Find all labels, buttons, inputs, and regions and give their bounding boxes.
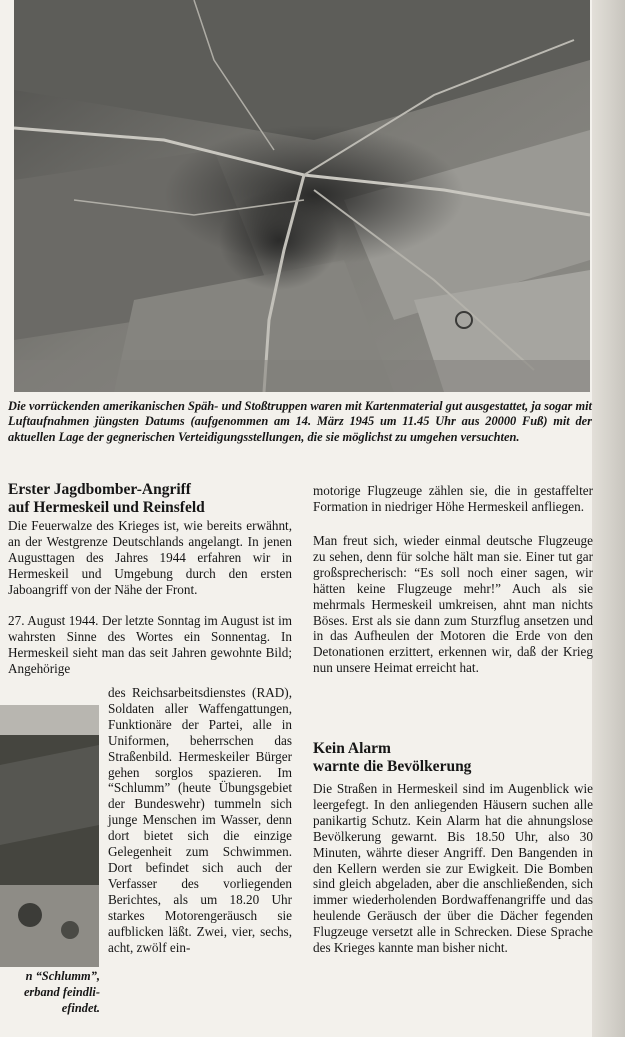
caption-line: n “Schlumm”, <box>25 969 100 983</box>
section-heading-jagdbomber <box>8 481 205 517</box>
caption-line: efindet. <box>61 1001 100 1015</box>
heading-line: Erster Jagdbomber-Angriff <box>8 481 191 498</box>
article-paragraph: des Reichsarbeitsdienstes (RAD), Soldaten aller Waffengattungen, Funktionäre der Partei, alle in Uniformen, beherrschen das Straßenbild. Hermeskeiler Bürger gehen sorglos spazieren. Im “Schlumm” (heute Übungsgebiet der Bundeswehr) tummeln sich junge Menschen im Wasser, denn dort bietet sich die einzige Gelegenheit zum Schwimmen. Dort befindet sich auch der Verfasser des vorliegenden Berichtes, als um 18.20 Uhr starkes Motorengeräusch sie aufblicken läßt. Zwei, vier, sechs, acht, zwölf ein- <box>108 685 292 955</box>
page-edge-shadow <box>592 0 625 1037</box>
photo-caption: Die vorrückenden amerikanischen Späh- und Stoßtruppen waren mit Kartenmaterial gut ausgestattet, ja sogar mit Luftaufnahmen jüngsten Datums (aufgenommen am 14. März 1945 um 11.45 Uhr aus 20000 Fuß) mit der aktuellen Lage der gegnerischen Verteidigungsstellungen, die sie möglichst zu umgehen versuchten. <box>8 399 592 444</box>
caption-line: erband feindli- <box>23 985 100 999</box>
article-paragraph: motorige Flugzeuge zählen sie, die in gestaffelter Formation in niedriger Höhe Hermeskeil anfliegen. <box>313 483 593 514</box>
article-paragraph: Die Straßen in Hermeskeil sind im Augenblick wie leergefegt. In den anliegenden Häusern suchen alle panikartig Schutz. Kein Alarm hat die ahnungslose Bevölkerung gewarnt. Bis 18.50 Uhr, also 30 Minuten, währte dieser Angriff. Den Bangenden in den Kellern werden sie zur Ewigkeit. Die Bomben sind gleich abgeladen, aber die anschließenden, sich immer wiederholenden Bordwaffenangriffe und das heulende Geräusch der über die Dächer fegenden Flugzeuge versetzt alle in Schrecken. Diese Sprache des Krieges kannte man bisher nicht. <box>313 781 593 956</box>
heading-line: Kein Alarm <box>313 740 391 757</box>
section-heading-kein-alarm <box>313 740 471 776</box>
heading-line: warnte die Bevölkerung <box>313 758 472 775</box>
schlumm-photo-caption <box>0 968 100 1016</box>
article-paragraph: Man freut sich, wieder einmal deutsche Flugzeuge zu sehen, denn für solche hält man sie. Einer tut gar großsprecherisch: “Es soll noch einer sagen, wir hätten keine Flugzeuge mehr!” Auch als sie mehrmals Hermeskeil umkreisen, ahnt man nichts Böses. Erst als sie dann zum Sturzflug ansetzen und in das Aufheulen der Motoren die Erde von den Detonationen erzittert, erkennen wir, daß der Krieg nun unsere Heimat erreicht hat. <box>313 533 593 676</box>
heading-line: auf Hermeskeil und Reinsfeld <box>8 499 205 516</box>
article-paragraph: 27. August 1944. Der letzte Sonntag im August ist im wahrsten Sinne des Wortes ein Sonnentag. In Hermeskeil sieht man das seit Jahren gewohnte Bild; Angehörige <box>8 613 292 676</box>
aerial-photo <box>14 0 590 392</box>
article-paragraph: Die Feuerwalze des Krieges ist, wie bereits erwähnt, an der Westgrenze Deutschlands angelangt. In jenen Augusttagen des Jahres 1944 erfahren wir in Hermeskeil und Umgebung durch den ersten Jaboangriff von der Nähe der Front. <box>8 518 292 597</box>
schlumm-photo <box>0 705 99 967</box>
